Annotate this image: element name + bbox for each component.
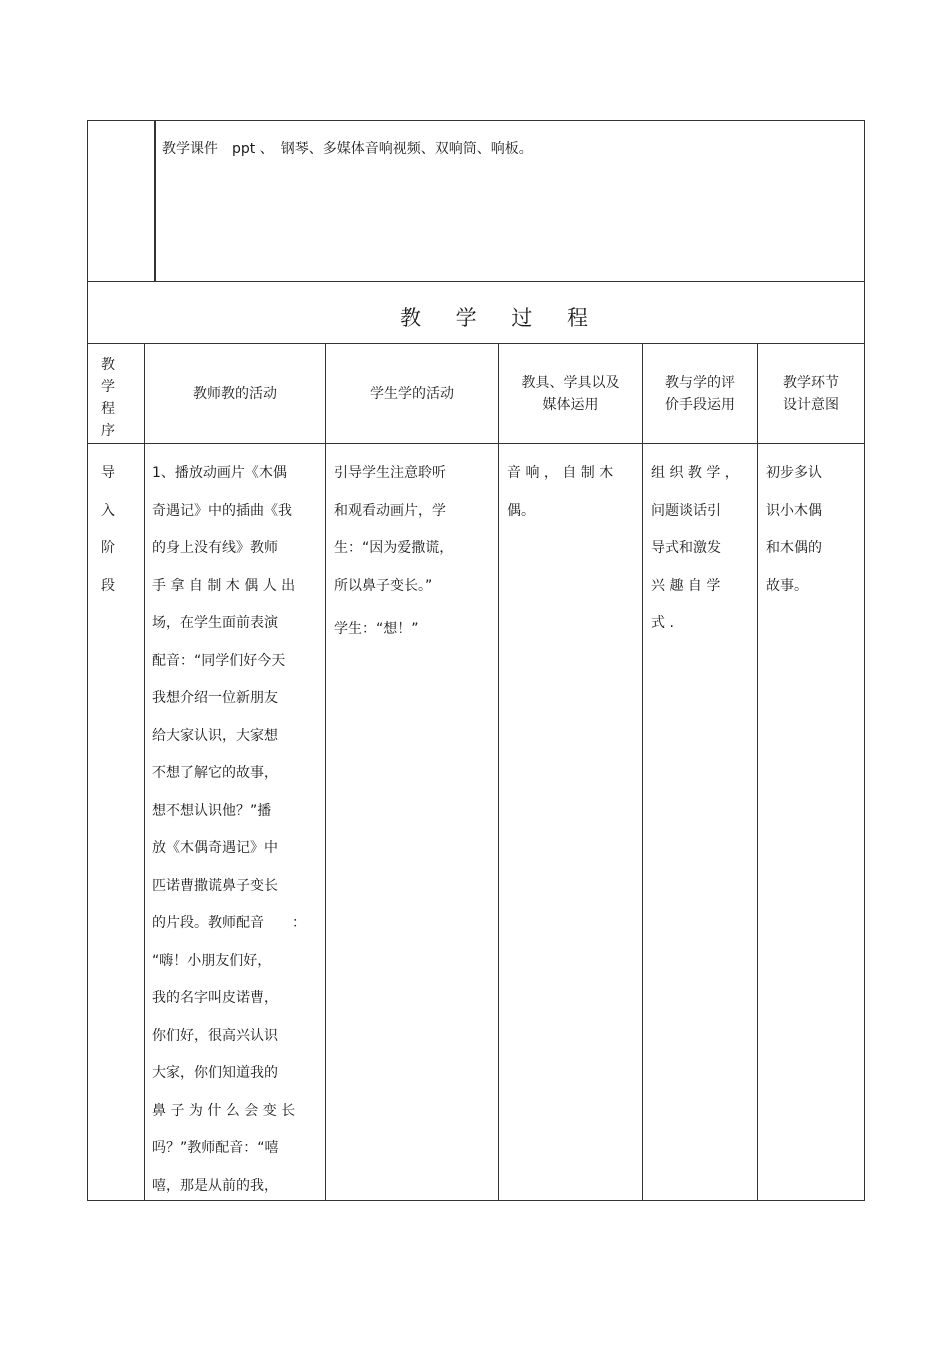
teacher-line: 吗？”教师配音：“嘻 — [152, 1140, 279, 1156]
header-program — [98, 354, 118, 442]
table-left-border — [87, 120, 88, 1201]
teacher-line: 嘻，那是从前的我， — [152, 1177, 278, 1194]
table-top-border — [87, 120, 865, 121]
stage-char: 阶 — [101, 540, 115, 556]
student-line: 所以鼻子变长。” — [334, 577, 433, 594]
eval-line: 组 织 教 学 ， — [651, 465, 739, 481]
eval-line: 兴 趣 自 学 — [651, 577, 721, 594]
stage-char: 入 — [101, 502, 115, 519]
header-student-label: 学生学的活动 — [370, 385, 454, 402]
divider-materials-bottom — [87, 281, 865, 282]
teacher-line: 奇遇记》中的插曲《我 — [152, 502, 292, 519]
design-line: 初步多认 — [766, 465, 822, 481]
student-line: 引导学生注意聆听 — [334, 465, 446, 481]
header-program-char: 序 — [101, 423, 115, 439]
col-divider-3 — [498, 343, 499, 1201]
eval-line: 导式和激发 — [651, 540, 721, 556]
teacher-line: 想不想认识他？”播 — [152, 802, 272, 819]
teacher-line: 我的名字叫皮诺曹， — [152, 990, 278, 1006]
student-line: 和观看动画片，学 — [334, 502, 446, 519]
teacher-line: 场，在学生面前表演 — [152, 615, 278, 631]
student-line: 学生：“想！” — [334, 621, 419, 637]
header-teacher-label: 教师教的活动 — [193, 385, 277, 402]
header-eval-line1: 教与学的评 — [665, 374, 735, 391]
header-eval — [643, 344, 757, 443]
teacher-line: 放《木偶奇遇记》中 — [152, 840, 278, 856]
teacher-line: 的身上没有线》教师 — [152, 540, 278, 556]
header-design-line2: 设计意图 — [783, 396, 839, 413]
teacher-line: 配音：“同学们好今天 — [152, 652, 286, 669]
header-program-char: 教 — [101, 357, 115, 373]
col-divider-1 — [144, 343, 145, 1201]
materials-text: 教学课件 ppt 、 钢琴、多媒体音响视频、双响筒、响板。 — [162, 141, 533, 157]
teacher-line: 你们好，很高兴认识 — [152, 1027, 278, 1044]
student-line: 生：“因为爱撒谎， — [334, 540, 454, 556]
header-tools-line1: 教具、学具以及 — [521, 374, 620, 391]
header-program-char: 程 — [101, 401, 115, 417]
divider-header-bottom — [87, 443, 865, 444]
design-line: 识小木偶 — [766, 502, 822, 519]
eval-line: 式 . — [651, 615, 674, 631]
teacher-line: 匹诺曹撒谎鼻子变长 — [152, 877, 278, 894]
teacher-line: 我想介绍一位新朋友 — [152, 690, 278, 706]
design-intent — [766, 455, 861, 605]
teacher-line: 给大家认识，大家想 — [152, 727, 278, 744]
teacher-line: 大家，你们知道我的 — [152, 1065, 278, 1081]
tools-line: 音 响 ， 自 制 木 — [507, 465, 614, 481]
col-divider-2 — [325, 343, 326, 1201]
materials-label-divider — [154, 120, 156, 281]
header-design-line1: 教学环节 — [783, 374, 839, 391]
section-title: 教 学 过 程 — [400, 306, 603, 330]
table-right-border — [864, 120, 865, 1201]
teacher-line: 鼻 子 为 什 么 会 变 长 — [152, 1102, 296, 1119]
stage-char: 段 — [101, 577, 115, 594]
header-design — [758, 344, 864, 443]
teacher-line: 不想了解它的故事， — [152, 765, 278, 781]
design-line: 故事。 — [766, 577, 808, 594]
teacher-line: 的片段。教师配音 ： — [152, 915, 306, 931]
col-divider-5 — [757, 343, 758, 1201]
header-student — [326, 344, 498, 443]
tools-line: 偶。 — [507, 502, 535, 519]
eval-line: 问题谈话引 — [651, 502, 721, 519]
design-line: 和木偶的 — [766, 540, 822, 556]
stage-label — [101, 455, 115, 605]
stage-char: 导 — [101, 465, 115, 481]
teacher-activity — [152, 455, 322, 1205]
teacher-line: “嗨！小朋友们好， — [152, 952, 272, 969]
teacher-line: 手 拿 自 制 木 偶 人 出 — [152, 577, 296, 594]
header-tools-line2: 媒体运用 — [542, 396, 599, 413]
evaluation-methods — [651, 455, 753, 643]
teacher-line: 1、播放动画片《木偶 — [152, 465, 287, 481]
header-tools — [499, 344, 642, 443]
col-divider-4 — [642, 343, 643, 1201]
header-teacher — [145, 344, 325, 443]
student-activity — [334, 455, 496, 649]
header-eval-line2: 价手段运用 — [665, 396, 735, 413]
tools-usage — [507, 455, 637, 530]
header-program-char: 学 — [101, 379, 115, 395]
